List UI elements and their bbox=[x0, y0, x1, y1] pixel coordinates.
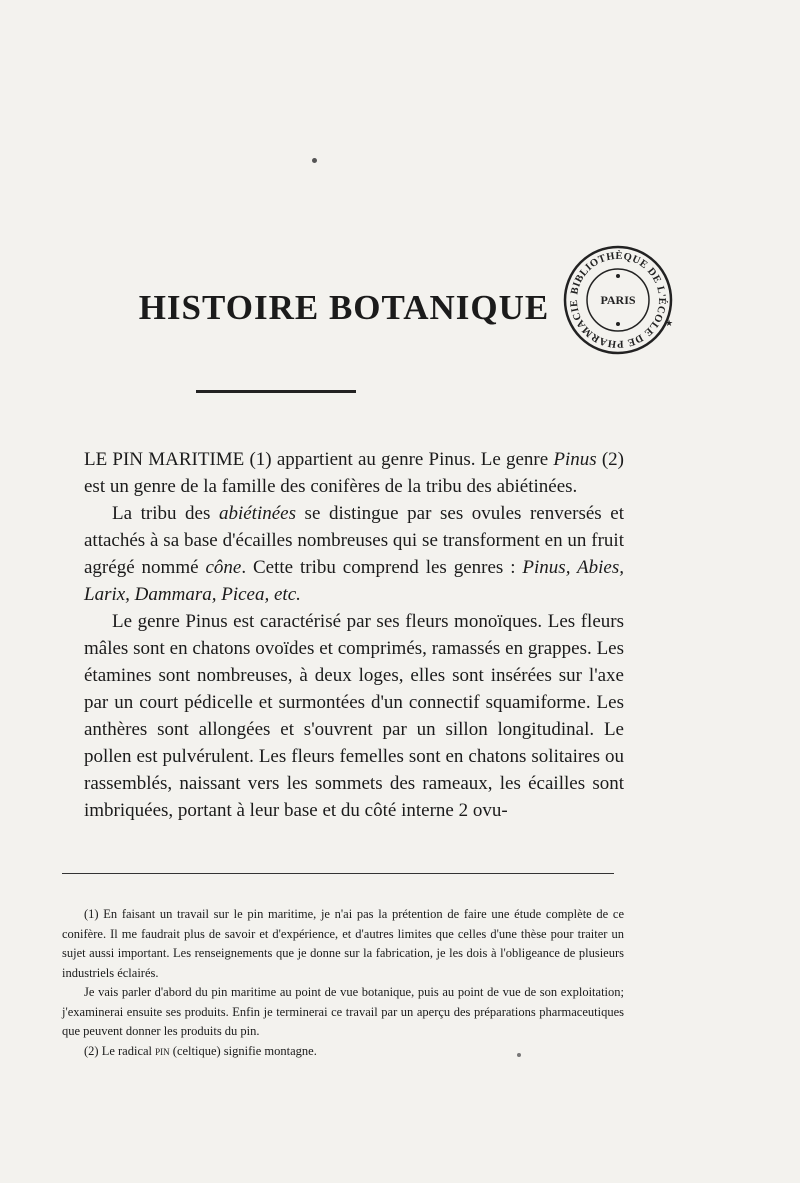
genus-list: Pinus, Abies, Larix, Dammara, Picea, etc. bbox=[84, 557, 624, 605]
paragraph: Le genre Pinus est caractérisé par ses fleurs monoïques. Les fleurs mâles sont en chatons ovoïdes et comprimés, ramassés en grappes. Les étamines sont nombreuses, à deux loges, elles sont insérées sur l'axe par un court pédicelle et surmontées d'un connectif squamiforme. Les anthères sont allongées et s'ouvrent par un sillon longitudinal. Le pollen est pulvérulent. Les fleurs femelles sont en chatons solitaires ou rassemblés, naissant vers les sommets des rameaux, les écailles sont imbriquées, portant à leur base et du côté interne 2 ovu- bbox=[84, 611, 624, 821]
library-stamp-icon bbox=[562, 244, 674, 356]
footnotes bbox=[62, 905, 624, 1061]
paragraph bbox=[84, 446, 624, 500]
page-title: HISTOIRE BOTANIQUE bbox=[138, 288, 550, 327]
main-text bbox=[84, 446, 624, 824]
lead-text: LE PIN MARITIME bbox=[84, 449, 245, 470]
footnote-ref[interactable]: (2) bbox=[601, 449, 624, 470]
page-speck bbox=[517, 1053, 521, 1057]
footnote-ref[interactable]: (1) bbox=[249, 449, 272, 470]
text-run: se distingue par ses ovules renversés et attachés à sa base d'écailles nombreuses qui se transforment en un fruit agrégé nommé bbox=[84, 503, 624, 578]
text-run: La tribu des bbox=[112, 503, 219, 524]
footnote-1: (1) En faisant un travail sur le pin maritime, je n'ai pas la prétention de faire une étude complète de ce conifère. Il me faudrait plus de savoir et d'expérience, et d'autres limites que celles d'une thèse pour traiter un sujet aussi important. Les renseignements que je donne sur la fabrication, je les dois à l'obligeance de plusieurs industriels éclairés. bbox=[62, 907, 624, 980]
footnote-1-continued: Je vais parler d'abord du pin maritime au point de vue botanique, puis au point de vue de son exploitation; j'examinerai ensuite ses produits. Enfin je terminerai ce travail par un aperçu des préparations pharmaceutiques que peuvent donner les produits du pin. bbox=[62, 985, 624, 1038]
title-underline bbox=[196, 390, 356, 393]
paragraph bbox=[84, 500, 624, 608]
text-run: (2) Le radical bbox=[84, 1043, 156, 1058]
stamp-outer-text: BIBLIOTHÈQUE DE L'ÉCOLE DE PHARMACIE bbox=[568, 250, 668, 350]
text-run: appartient au genre Pinus. Le genre bbox=[271, 449, 554, 470]
footnote-divider bbox=[62, 873, 614, 874]
text-run: (celtique) signifie montagne. bbox=[169, 1043, 317, 1058]
radical-term: pin bbox=[155, 1043, 170, 1058]
svg-text:★: ★ bbox=[665, 319, 674, 329]
stamp-center-text: PARIS bbox=[600, 293, 636, 307]
cone-term: cône bbox=[205, 557, 242, 578]
footnote-2 bbox=[62, 1042, 624, 1062]
page-mark bbox=[312, 158, 317, 163]
text-run: . Cette tribu comprend les genres : bbox=[241, 557, 523, 578]
tribe-name: abiétinées bbox=[218, 503, 296, 524]
genus-name: Pinus bbox=[553, 449, 597, 470]
text-run: est un genre de la famille des conifères de la tribu des abiétinées. bbox=[84, 476, 578, 497]
